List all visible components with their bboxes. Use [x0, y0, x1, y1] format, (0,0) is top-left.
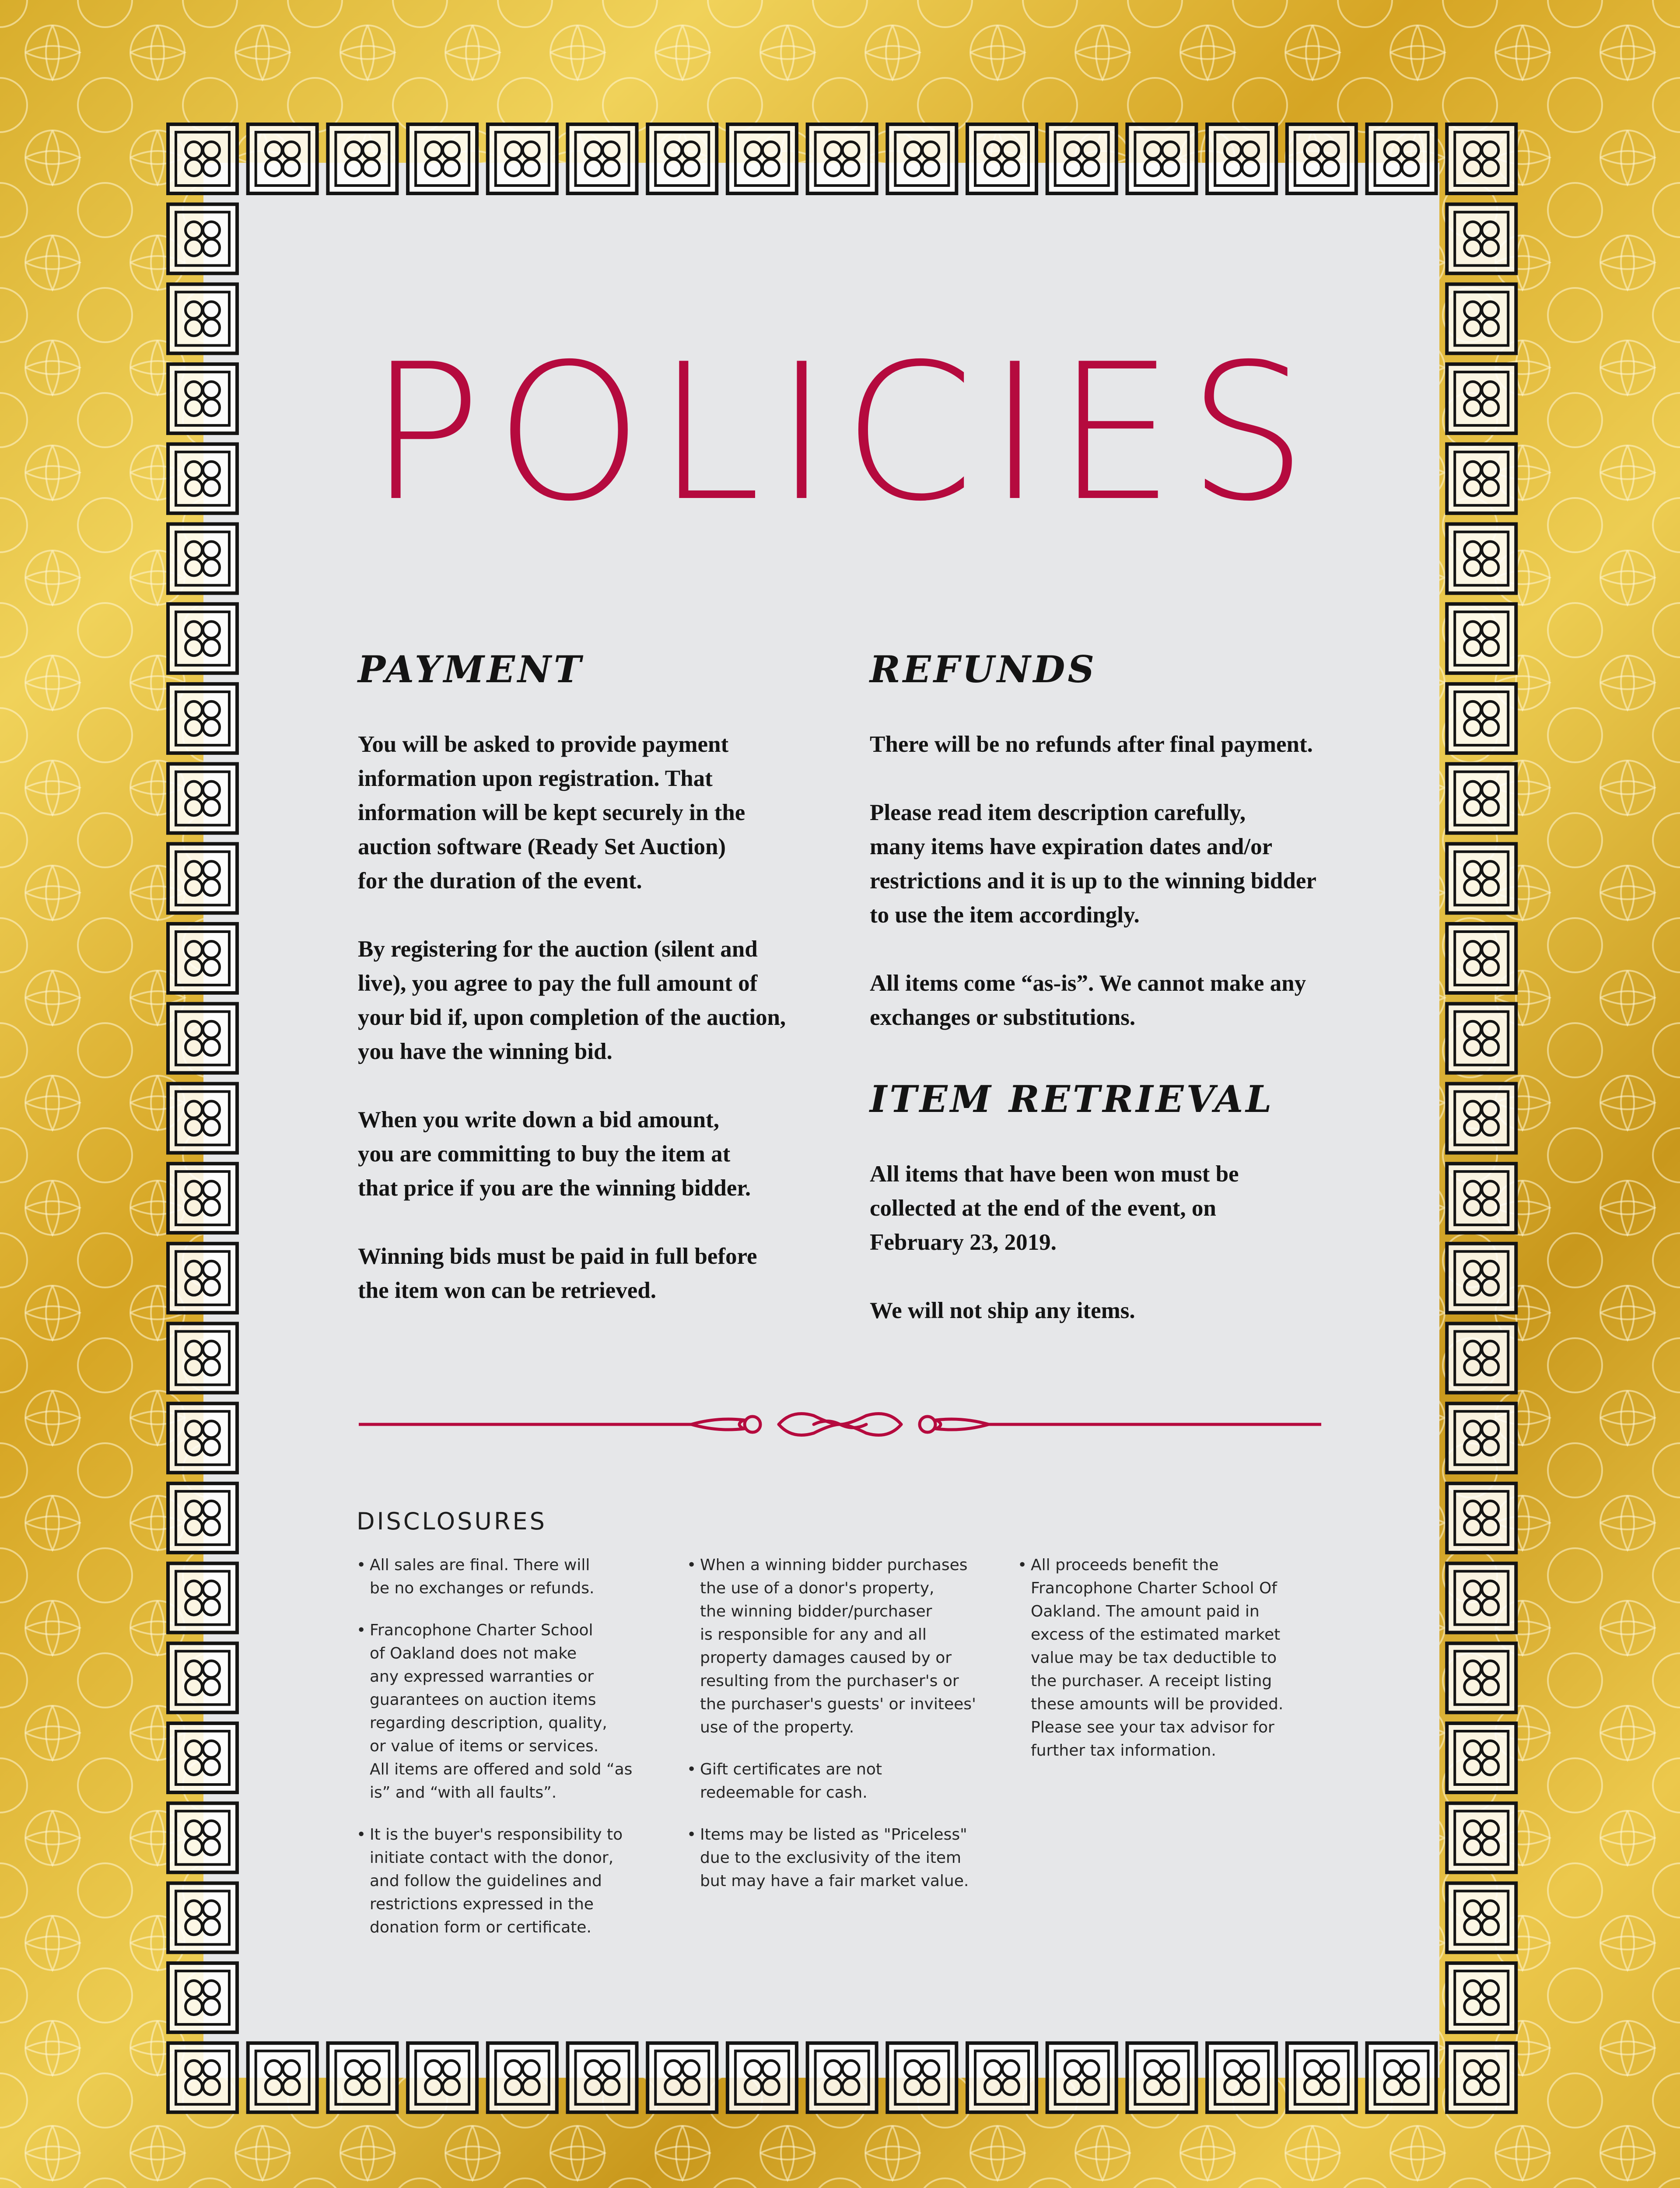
quatrefoil-icon	[1447, 124, 1516, 193]
disclosure-item: • Items may be listed as "Priceless" due to the exclusivity of the item but may have a fair market value.	[687, 1823, 1019, 1893]
payment-paragraph: You will be asked to provide payment information upon registration. That information will be kept securely in the auction software (Ready Set Auction) for the duration of the event.	[358, 732, 746, 894]
quatrefoil-icon	[168, 1723, 237, 1792]
quatrefoil-icon	[168, 1643, 237, 1712]
quatrefoil-icon	[1447, 1723, 1516, 1792]
quatrefoil-icon	[1447, 684, 1516, 753]
quatrefoil-icon	[1447, 1483, 1516, 1553]
quatrefoil-icon	[168, 1164, 237, 1233]
retrieval-paragraph: All items that have been won must be collected at the end of the event, on February 23, 2019.	[870, 1161, 1239, 1255]
payment-paragraph: When you write down a bid amount, you are committing to buy the item at that price if you are the winning bidder.	[358, 1107, 751, 1201]
payment-heading: PAYMENT	[358, 648, 584, 691]
quatrefoil-icon	[1447, 924, 1516, 993]
quatrefoil-icon	[328, 124, 397, 193]
quatrefoil-icon	[648, 2043, 717, 2112]
quatrefoil-icon	[1287, 124, 1356, 193]
quatrefoil-icon	[1447, 1083, 1516, 1153]
quatrefoil-icon	[168, 1324, 237, 1393]
item-retrieval-section	[870, 1157, 1373, 1362]
quatrefoil-icon	[1127, 2043, 1196, 2112]
quatrefoil-icon	[1447, 1403, 1516, 1473]
refunds-paragraph: All items come “as-is”. We cannot make any exchanges or substitutions.	[870, 971, 1306, 1030]
quatrefoil-icon	[1207, 124, 1276, 193]
quatrefoil-icon	[168, 1483, 237, 1553]
quatrefoil-icon	[168, 1403, 237, 1473]
quatrefoil-icon	[1447, 844, 1516, 913]
quatrefoil-icon	[1447, 364, 1516, 433]
quatrefoil-icon	[1447, 1324, 1516, 1393]
quatrefoil-icon	[568, 2043, 637, 2112]
quatrefoil-icon	[1127, 124, 1196, 193]
quatrefoil-icon	[168, 1963, 237, 2032]
quatrefoil-icon	[1447, 1564, 1516, 1633]
quatrefoil-icon	[1447, 444, 1516, 513]
quatrefoil-icon	[1447, 2043, 1516, 2112]
quatrefoil-icon	[1047, 124, 1116, 193]
refunds-paragraph: Please read item description carefully, many items have expiration dates and/or restrictions and it is up to the winning bidder to use the item accordingly.	[870, 800, 1316, 928]
quatrefoil-icon	[808, 124, 877, 193]
quatrefoil-icon	[1447, 284, 1516, 353]
quatrefoil-icon	[488, 124, 557, 193]
quatrefoil-icon	[1447, 524, 1516, 593]
quatrefoil-icon	[967, 124, 1036, 193]
quatrefoil-icon	[568, 124, 637, 193]
quatrefoil-icon	[1447, 764, 1516, 833]
quatrefoil-icon	[168, 764, 237, 833]
quatrefoil-icon	[488, 2043, 557, 2112]
quatrefoil-icon	[1447, 1883, 1516, 1952]
quatrefoil-icon	[648, 124, 717, 193]
quatrefoil-icon	[168, 1564, 237, 1633]
quatrefoil-icon	[1447, 1803, 1516, 1872]
quatrefoil-icon	[1447, 1963, 1516, 2032]
retrieval-paragraph: We will not ship any items.	[870, 1298, 1135, 1323]
quatrefoil-icon	[248, 124, 317, 193]
quatrefoil-icon	[1287, 2043, 1356, 2112]
quatrefoil-icon	[1447, 1244, 1516, 1313]
quatrefoil-icon	[408, 124, 477, 193]
disclosure-item: • Francophone Charter School of Oakland does not make any expressed warranties or guarantees on auction items regarding description, quality, or value of items or services. All items are offered and sold “as is” and “with all faults”.	[357, 1619, 672, 1804]
quatrefoil-icon	[967, 2043, 1036, 2112]
disclosures-heading: DISCLOSURES	[357, 1508, 547, 1535]
quatrefoil-icon	[168, 1244, 237, 1313]
disclosures-column-1	[357, 1553, 672, 1958]
payment-section	[358, 727, 861, 1342]
quatrefoil-icon	[887, 124, 956, 193]
quatrefoil-icon	[168, 204, 237, 274]
quatrefoil-icon	[408, 2043, 477, 2112]
payment-paragraph: By registering for the auction (silent and live), you agree to pay the full amount of your bid if, upon completion of the auction, you have the winning bid.	[358, 936, 786, 1064]
quatrefoil-icon	[1207, 2043, 1276, 2112]
quatrefoil-icon	[1447, 1004, 1516, 1073]
disclosure-item: • Gift certificates are not redeemable for cash.	[687, 1758, 1019, 1804]
quatrefoil-icon	[887, 2043, 956, 2112]
ornamental-scroll-divider	[359, 1392, 1321, 1462]
quatrefoil-icon	[1447, 1643, 1516, 1712]
quatrefoil-icon	[168, 844, 237, 913]
refunds-heading: REFUNDS	[870, 648, 1097, 691]
disclosures-column-2	[687, 1553, 1019, 1911]
disclosures-column-3	[1018, 1553, 1333, 1781]
quatrefoil-icon	[168, 364, 237, 433]
quatrefoil-icon	[168, 124, 237, 193]
disclosure-item: • All proceeds benefit the Francophone Charter School Of Oakland. The amount paid in excess of the estimated market value may be tax deductible to the purchaser. A receipt listing these amounts will be provided. Please see your tax advisor for further tax information.	[1018, 1553, 1333, 1762]
quatrefoil-icon	[728, 2043, 797, 2112]
disclosure-item: • When a winning bidder purchases the use of a donor's property, the winning bidder/purchaser is responsible for any and all property damages caused by or resulting from the purchaser's or the purchaser's guests' or invitees' use of the property.	[687, 1553, 1019, 1739]
quatrefoil-icon	[1367, 124, 1436, 193]
page-title: POLICIES	[368, 324, 1320, 543]
quatrefoil-icon	[328, 2043, 397, 2112]
disclosure-item: • It is the buyer's responsibility to initiate contact with the donor, and follow the guidelines and restrictions expressed in the donation form or certificate.	[357, 1823, 672, 1939]
quatrefoil-icon	[168, 284, 237, 353]
quatrefoil-icon	[248, 2043, 317, 2112]
quatrefoil-icon	[1367, 2043, 1436, 2112]
disclosure-item: • All sales are final. There will be no exchanges or refunds.	[357, 1553, 672, 1600]
quatrefoil-icon	[168, 1083, 237, 1153]
quatrefoil-icon	[168, 924, 237, 993]
quatrefoil-icon	[168, 444, 237, 513]
quatrefoil-icon	[168, 684, 237, 753]
quatrefoil-icon	[168, 2043, 237, 2112]
refunds-section	[870, 727, 1373, 1069]
quatrefoil-icon	[168, 1883, 237, 1952]
quatrefoil-icon	[1047, 2043, 1116, 2112]
quatrefoil-icon	[1447, 1164, 1516, 1233]
quatrefoil-icon	[168, 1803, 237, 1872]
refunds-paragraph: There will be no refunds after final payment.	[870, 732, 1313, 757]
quatrefoil-icon	[168, 1004, 237, 1073]
quatrefoil-icon	[168, 604, 237, 673]
quatrefoil-icon	[168, 524, 237, 593]
quatrefoil-icon	[1447, 204, 1516, 274]
quatrefoil-icon	[728, 124, 797, 193]
quatrefoil-icon	[808, 2043, 877, 2112]
payment-paragraph: Winning bids must be paid in full before the item won can be retrieved.	[358, 1244, 757, 1303]
quatrefoil-icon	[1447, 604, 1516, 673]
item-retrieval-heading: ITEM RETRIEVAL	[870, 1077, 1274, 1121]
